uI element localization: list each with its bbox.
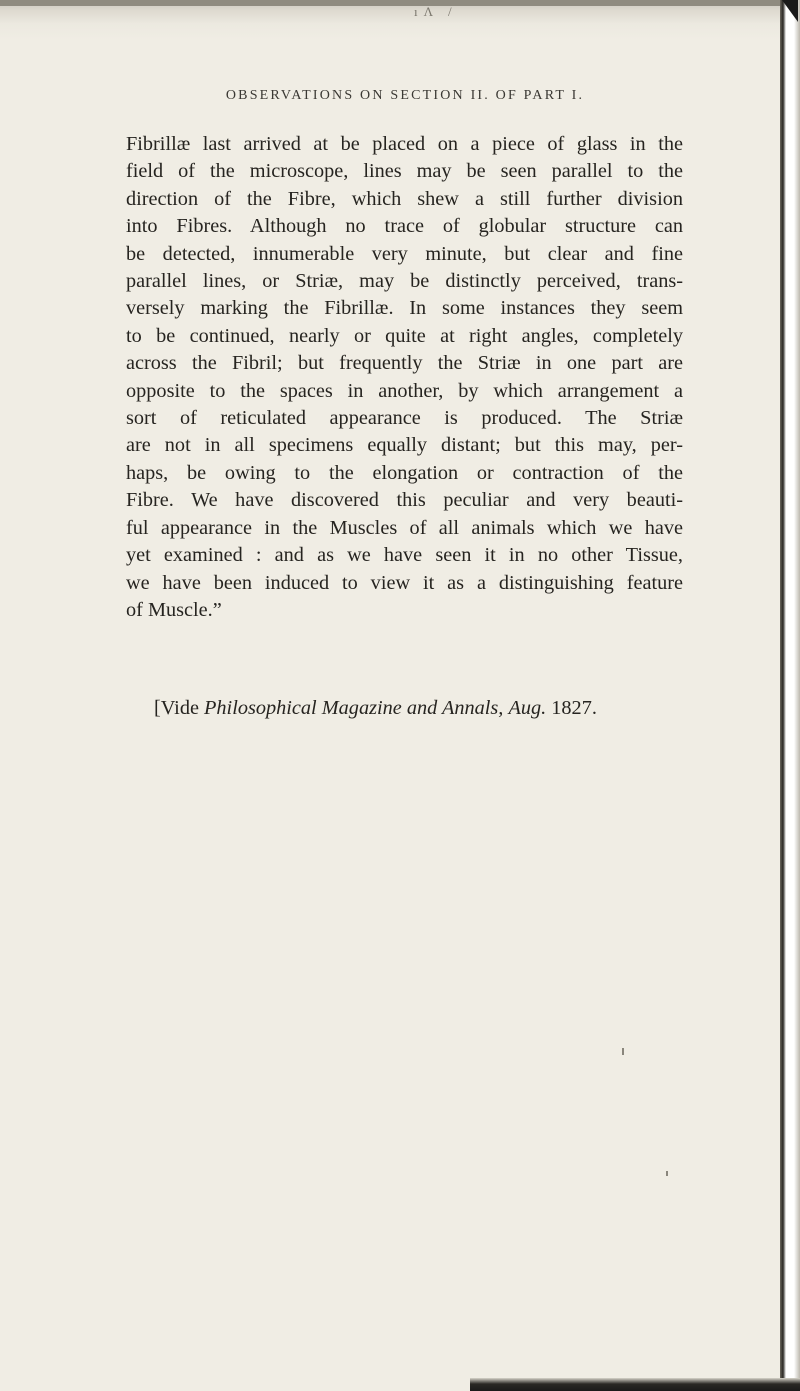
page-bottom-edge <box>470 1378 800 1391</box>
running-head: OBSERVATIONS ON SECTION II. OF PART I. <box>225 88 585 103</box>
text-line: of Muscle.” <box>126 598 222 621</box>
corner-mark <box>782 0 798 22</box>
text-line: be detected, innumerable very minute, but clear and fine <box>126 242 683 265</box>
body-text <box>126 131 683 624</box>
citation-year: 1827. <box>551 697 597 719</box>
citation-month: Aug. <box>508 697 547 719</box>
book-spine-edge <box>780 0 800 1391</box>
header-marks: ıΛ / <box>414 4 458 19</box>
text-line: ful appearance in the Muscles of all animals which we have <box>126 516 683 539</box>
text-line: parallel lines, or Striæ, may be distinctly perceived, trans- <box>126 270 683 293</box>
citation-journal: Philosophical Magazine and Annals, <box>204 697 504 719</box>
stray-mark <box>622 1048 624 1055</box>
text-line: we have been induced to view it as a distinguishing feature <box>126 571 683 594</box>
text-line: yet examined : and as we have seen it in no other Tissue, <box>126 544 683 567</box>
text-line: Fibrillæ last arrived at be placed on a piece of glass in the <box>126 133 683 155</box>
text-line: Fibre. We have discovered this peculiar and very beauti- <box>126 489 683 512</box>
citation <box>154 697 597 720</box>
text-line: versely marking the Fibrillæ. In some instances they seem <box>126 297 683 320</box>
text-line: across the Fibril; but frequently the Striæ in one part are <box>126 352 683 375</box>
text-line: opposite to the spaces in another, by which arrangement a <box>126 379 683 402</box>
text-line: haps, be owing to the elongation or contraction of the <box>126 461 683 484</box>
text-line: direction of the Fibre, which shew a still further division <box>126 187 683 210</box>
text-line: are not in all specimens equally distant; but this may, per- <box>126 434 683 457</box>
page-top-shadow <box>0 0 780 6</box>
citation-prefix: [Vide <box>154 697 205 719</box>
text-line: sort of reticulated appearance is produced. The Striæ <box>126 407 683 430</box>
text-line: into Fibres. Although no trace of globular structure can <box>126 215 683 238</box>
stray-mark <box>666 1171 668 1176</box>
text-line: to be continued, nearly or quite at right angles, completely <box>126 324 683 347</box>
text-line: field of the microscope, lines may be seen parallel to the <box>126 160 683 183</box>
